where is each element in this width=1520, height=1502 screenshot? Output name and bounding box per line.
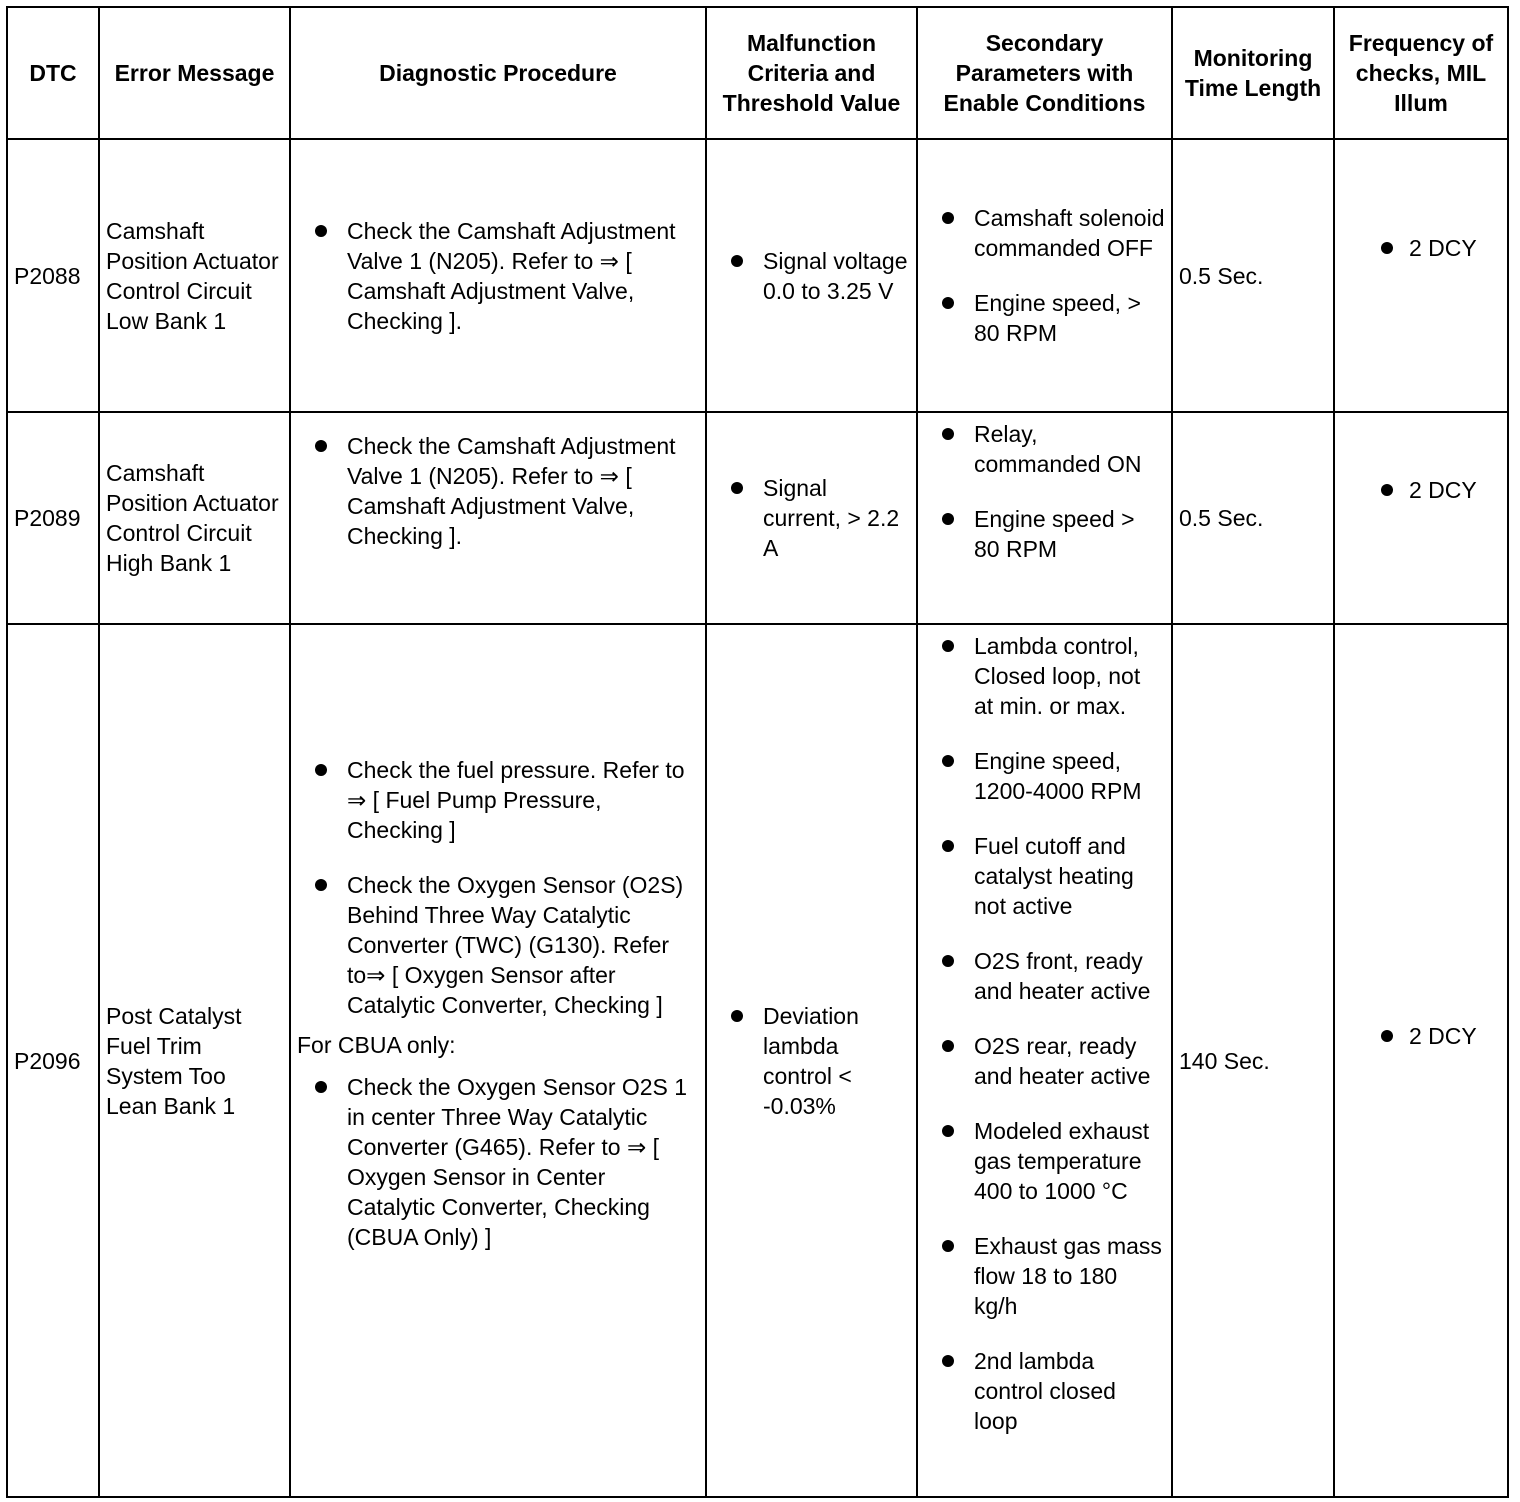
secondary-parameters: [917, 412, 1172, 624]
header-secondary-parameters: Secondary Parameters with Enable Conditions: [917, 7, 1172, 139]
list-item: Deviation lambda control < -0.03%: [713, 1001, 910, 1121]
list-item: Signal voltage 0.0 to 3.25 V: [713, 246, 910, 306]
malfunction-criteria: [706, 139, 917, 412]
list-item: Fuel cutoff and catalyst heating not active: [924, 831, 1165, 921]
list-item: Lambda control, Closed loop, not at min. or max.: [924, 631, 1165, 721]
list-item: Modeled exhaust gas temperature 400 to 1000 °C: [924, 1116, 1165, 1206]
list-item: O2S front, ready and heater active: [924, 946, 1165, 1006]
list-item: Exhaust gas mass flow 18 to 180 kg/h: [924, 1231, 1165, 1321]
malfunction-criteria: [706, 624, 917, 1497]
header-dtc: DTC: [7, 7, 99, 139]
error-message: Camshaft Position Actuator Control Circuit Low Bank 1: [99, 139, 290, 412]
list-item: 2nd lambda control closed loop: [924, 1346, 1165, 1436]
cbua-note: For CBUA only:: [297, 1032, 456, 1058]
list-item: Engine speed, > 80 RPM: [924, 288, 1165, 348]
dtc-code: P2096: [7, 624, 99, 1497]
secondary-parameters: [917, 139, 1172, 412]
frequency: [1334, 139, 1508, 412]
header-monitoring-time: Monitoring Time Length: [1172, 7, 1334, 139]
list-item: O2S rear, ready and heater active: [924, 1031, 1165, 1091]
list-item: Camshaft solenoid commanded OFF: [924, 203, 1165, 263]
monitoring-time: 140 Sec.: [1172, 624, 1334, 1497]
dtc-table: [6, 6, 1509, 1498]
header-malfunction-criteria: Malfunction Criteria and Threshold Value: [706, 7, 917, 139]
header-error-message: Error Message: [99, 7, 290, 139]
header-row: [7, 7, 1508, 139]
list-item: Signal current, > 2.2 A: [713, 473, 910, 563]
frequency: [1334, 412, 1508, 624]
table-row: [7, 624, 1508, 1497]
header-frequency: Frequency of checks, MIL Illum: [1334, 7, 1508, 139]
list-item: Check the Oxygen Sensor (O2S) Behind Three Way Catalytic Converter (TWC) (G130). Refer to⇒ [ Oxygen Sensor after Catalytic Converter, Checking ]: [297, 870, 699, 1020]
diagnostic-procedure: [290, 139, 706, 412]
secondary-parameters: [917, 624, 1172, 1497]
list-item: 2 DCY: [1359, 475, 1501, 505]
monitoring-time: 0.5 Sec.: [1172, 139, 1334, 412]
frequency: [1334, 624, 1508, 1497]
list-item: 2 DCY: [1359, 1021, 1501, 1051]
list-item: Engine speed > 80 RPM: [924, 504, 1165, 564]
diagnostic-procedure: [290, 412, 706, 624]
dtc-code: P2088: [7, 139, 99, 412]
table-row: [7, 139, 1508, 412]
list-item: Relay, commanded ON: [924, 419, 1165, 479]
diagnostic-procedure: [290, 624, 706, 1497]
list-item: Check the Camshaft Adjustment Valve 1 (N205). Refer to ⇒ [ Camshaft Adjustment Valve, Checking ].: [297, 216, 699, 336]
list-item: 2 DCY: [1359, 233, 1501, 263]
malfunction-criteria: [706, 412, 917, 624]
table-row: [7, 412, 1508, 624]
dtc-code: P2089: [7, 412, 99, 624]
list-item: Check the Oxygen Sensor O2S 1 in center Three Way Catalytic Converter (G465). Refer to ⇒ [ Oxygen Sensor in Center Catalytic Converter, Checking (CBUA Only) ]: [297, 1072, 699, 1252]
error-message: Post Catalyst Fuel Trim System Too Lean Bank 1: [99, 624, 290, 1497]
list-item: Check the fuel pressure. Refer to ⇒ [ Fuel Pump Pressure, Checking ]: [297, 755, 699, 845]
header-diagnostic-procedure: Diagnostic Procedure: [290, 7, 706, 139]
error-message: Camshaft Position Actuator Control Circuit High Bank 1: [99, 412, 290, 624]
monitoring-time: 0.5 Sec.: [1172, 412, 1334, 624]
list-item: Engine speed, 1200-4000 RPM: [924, 746, 1165, 806]
list-item: Check the Camshaft Adjustment Valve 1 (N205). Refer to ⇒ [ Camshaft Adjustment Valve, Checking ].: [297, 431, 699, 551]
